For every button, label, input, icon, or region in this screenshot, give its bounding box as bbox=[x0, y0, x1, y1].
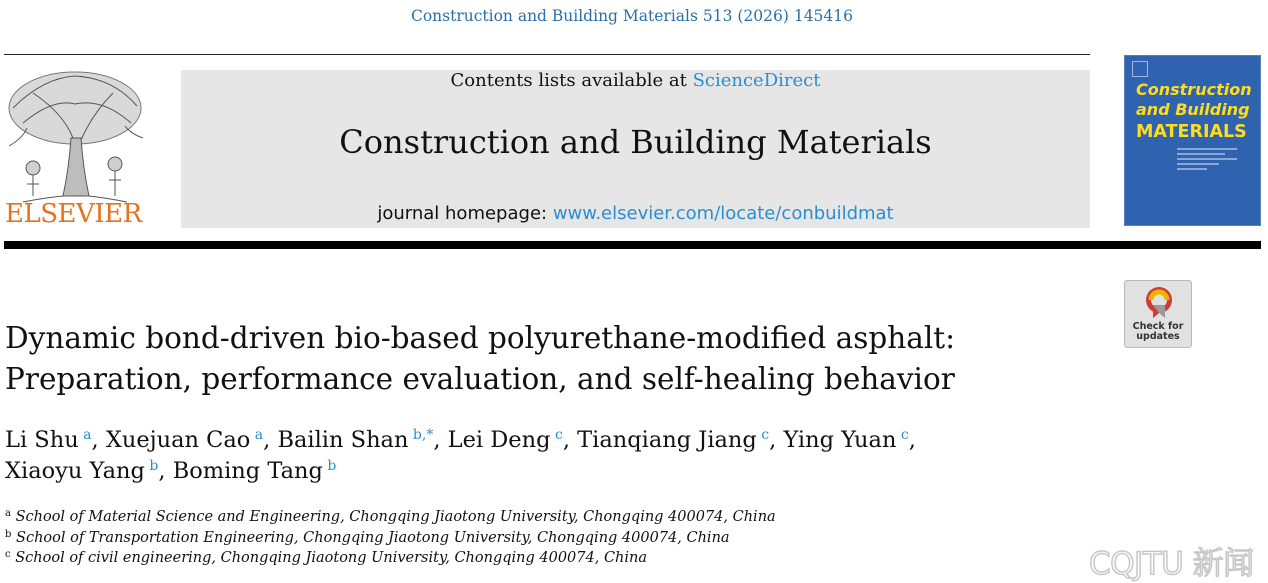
cover-title-line3: MATERIALS bbox=[1136, 122, 1247, 142]
affiliation-item bbox=[5, 548, 776, 569]
affiliation-label: b bbox=[5, 528, 12, 540]
author-affiliation-marker[interactable]: b bbox=[149, 458, 159, 474]
author-separator: , bbox=[769, 427, 784, 453]
author-name: Lei Deng bbox=[447, 427, 551, 453]
author-separator: , bbox=[91, 427, 106, 453]
affiliation-list bbox=[5, 507, 776, 569]
author[interactable] bbox=[173, 458, 337, 484]
author-affiliation-marker[interactable]: b bbox=[327, 458, 337, 474]
author-name: Xuejuan Cao bbox=[105, 427, 251, 453]
crossmark-icon bbox=[1142, 285, 1176, 323]
author-separator: , bbox=[433, 427, 448, 453]
homepage-link[interactable]: www.elsevier.com/locate/conbuildmat bbox=[552, 203, 894, 224]
affiliation-item bbox=[5, 507, 776, 528]
author-name: Li Shu bbox=[5, 427, 79, 453]
author-affiliation-marker[interactable]: a bbox=[254, 427, 264, 443]
cover-publisher-icon bbox=[1132, 61, 1148, 77]
cover-fine-print bbox=[1177, 148, 1237, 174]
header-divider bbox=[4, 54, 1090, 55]
author[interactable] bbox=[106, 427, 278, 453]
author-name: Ying Yuan bbox=[783, 427, 897, 453]
contents-availability bbox=[181, 70, 1090, 91]
check-label-line2: updates bbox=[1136, 331, 1180, 342]
journal-title[interactable]: Construction and Building Materials bbox=[339, 123, 932, 161]
author-name: Tianqiang Jiang bbox=[577, 427, 757, 453]
author-separator: , bbox=[263, 427, 278, 453]
article-title-line1: Dynamic bond-driven bio-based polyurethane-modified asphalt: bbox=[5, 321, 956, 355]
journal-citation[interactable]: Construction and Building Materials 513 (2026) 145416 bbox=[410, 7, 854, 25]
cover-title-line1: Construction bbox=[1136, 80, 1252, 99]
author-affiliation-marker[interactable]: c bbox=[554, 427, 563, 443]
source-watermark: CQJTU 新闻 bbox=[1089, 546, 1254, 582]
journal-homepage bbox=[181, 203, 1090, 224]
check-for-updates-label bbox=[1125, 322, 1191, 342]
author-name: Boming Tang bbox=[172, 458, 323, 484]
journal-cover[interactable] bbox=[1124, 55, 1261, 226]
affiliation-item bbox=[5, 528, 776, 549]
author[interactable] bbox=[577, 427, 783, 453]
contents-prefix: Contents lists available at bbox=[450, 70, 693, 91]
author-separator: , bbox=[908, 427, 916, 453]
journal-masthead bbox=[181, 70, 1090, 228]
author[interactable] bbox=[277, 427, 447, 453]
author-affiliation-marker[interactable]: b,* bbox=[412, 427, 434, 443]
article-title bbox=[5, 318, 955, 400]
header-thick-divider bbox=[4, 241, 1261, 249]
affiliation-text: School of civil engineering, Chongqing Jiaotong University, Chongqing 400074, China bbox=[15, 550, 647, 566]
author-name: Xiaoyu Yang bbox=[5, 458, 145, 484]
check-for-updates-button[interactable] bbox=[1124, 280, 1192, 348]
author-affiliation-marker[interactable]: c bbox=[761, 427, 770, 443]
cover-title-line2: and Building bbox=[1136, 100, 1250, 119]
author[interactable] bbox=[783, 427, 915, 453]
author-separator: , bbox=[562, 427, 578, 453]
affiliation-label: a bbox=[5, 508, 11, 519]
author-separator: , bbox=[158, 458, 173, 484]
article-title-line2: Preparation, performance evaluation, and self-healing behavior bbox=[5, 362, 955, 396]
publisher-name: ELSEVIER bbox=[5, 199, 142, 229]
check-label-line1: Check for bbox=[1132, 321, 1184, 332]
affiliation-text: School of Transportation Engineering, Chongqing Jiaotong University, Chongqing 400074, China bbox=[16, 529, 730, 546]
author-affiliation-marker[interactable]: a bbox=[83, 427, 92, 443]
homepage-prefix: journal homepage: bbox=[377, 203, 553, 224]
author-name: Bailin Shan bbox=[277, 427, 409, 453]
author[interactable] bbox=[5, 427, 106, 453]
author-list bbox=[5, 425, 1005, 487]
author[interactable] bbox=[5, 458, 173, 484]
author-affiliation-marker[interactable]: c bbox=[900, 427, 909, 443]
author[interactable] bbox=[448, 427, 577, 453]
affiliation-text: School of Material Science and Engineering, Chongqing Jiaotong University, Chongqing 400074, China bbox=[15, 509, 776, 525]
sciencedirect-link[interactable]: ScienceDirect bbox=[692, 70, 821, 91]
affiliation-label: c bbox=[5, 549, 11, 560]
